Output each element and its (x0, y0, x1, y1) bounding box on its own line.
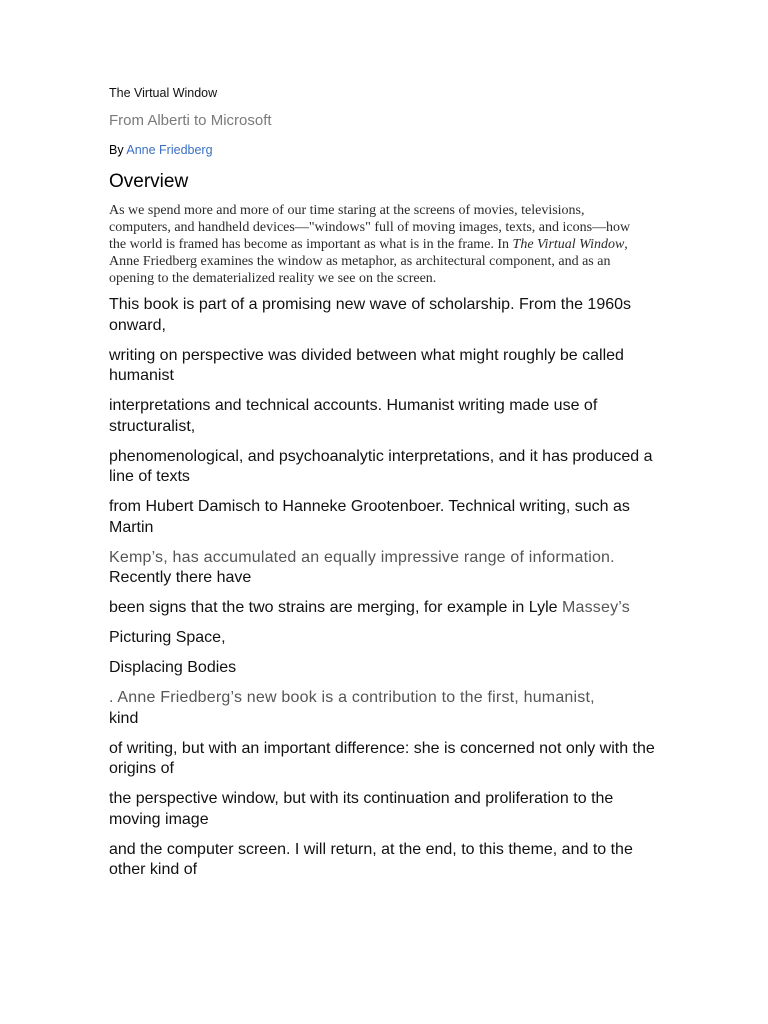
body-paragraph (109, 346, 669, 387)
overview-text-part1: As we spend more and more of our time staring at the screens of movies, televisions, computers, and handheld devices—"windows" full of moving images, texts, and icons—how the world is framed has become as important as what is in the frame. In (109, 203, 631, 252)
body-paragraph (109, 688, 669, 729)
paragraph-text: phenomenological, and psychoanalytic interpretations, and it has produced a line of texts (109, 447, 653, 485)
overview-paragraph (109, 202, 649, 287)
document-title: The Virtual Window (109, 86, 218, 100)
paragraph-text: from Hubert Damisch to Hanneke Grootenboer. Technical writing, such as Martin (109, 498, 630, 536)
body-paragraph (109, 628, 669, 649)
paragraph-text: been signs that the two strains are merging, for example in Lyle (109, 599, 562, 616)
overview-heading: Overview (109, 171, 189, 192)
body-paragraph (109, 295, 669, 336)
body-paragraph (109, 396, 669, 437)
body-paragraph (109, 840, 669, 881)
body-paragraph (109, 548, 669, 589)
document-page (109, 84, 669, 890)
paragraph-text: of writing, but with an important difference: she is concerned not only with the origins of (109, 739, 655, 777)
document-subtitle: From Alberti to Microsoft (109, 112, 272, 129)
paragraph-text: the perspective window, but with its continuation and proliferation to the moving image (109, 790, 614, 828)
paragraph-text: Recently there have (109, 569, 252, 586)
paragraph-text: This book is part of a promising new wave of scholarship. From the 1960s onward, (109, 296, 632, 334)
paragraph-grey-run: Kemp’s, has accumulated an equally impressive range of information. (109, 548, 615, 566)
paragraph-text: writing on perspective was divided between what might roughly be called humanist (109, 346, 624, 384)
paragraph-text: interpretations and technical accounts. Humanist writing made use of structuralist, (109, 397, 598, 435)
paragraph-text: Displacing Bodies (109, 659, 237, 676)
paragraph-text: kind (109, 709, 139, 727)
body-paragraph (109, 447, 669, 488)
paragraph-grey-run: Massey’s (561, 599, 630, 616)
author-link[interactable]: Anne Friedberg (126, 143, 213, 157)
body-paragraph (109, 789, 669, 830)
body-paragraphs (109, 295, 669, 881)
body-paragraph (109, 497, 669, 538)
byline-prefix: By (109, 143, 127, 157)
body-paragraph (109, 598, 669, 619)
paragraph-text: and the computer screen. I will return, at the end, to this theme, and to the other kind of (109, 840, 633, 878)
body-paragraph (109, 658, 669, 679)
paragraph-grey-run: . Anne Friedberg’s new book is a contribution to the first, humanist, (109, 689, 595, 706)
paragraph-text: Picturing Space, (109, 629, 226, 646)
byline (109, 141, 669, 159)
overview-text-part2: , Anne Friedberg examines the window as metaphor, as architectural component, and as an opening to the dematerialized reality we see on the screen. (109, 237, 628, 286)
overview-book-title: The Virtual Window (512, 237, 625, 252)
body-paragraph (109, 739, 669, 780)
